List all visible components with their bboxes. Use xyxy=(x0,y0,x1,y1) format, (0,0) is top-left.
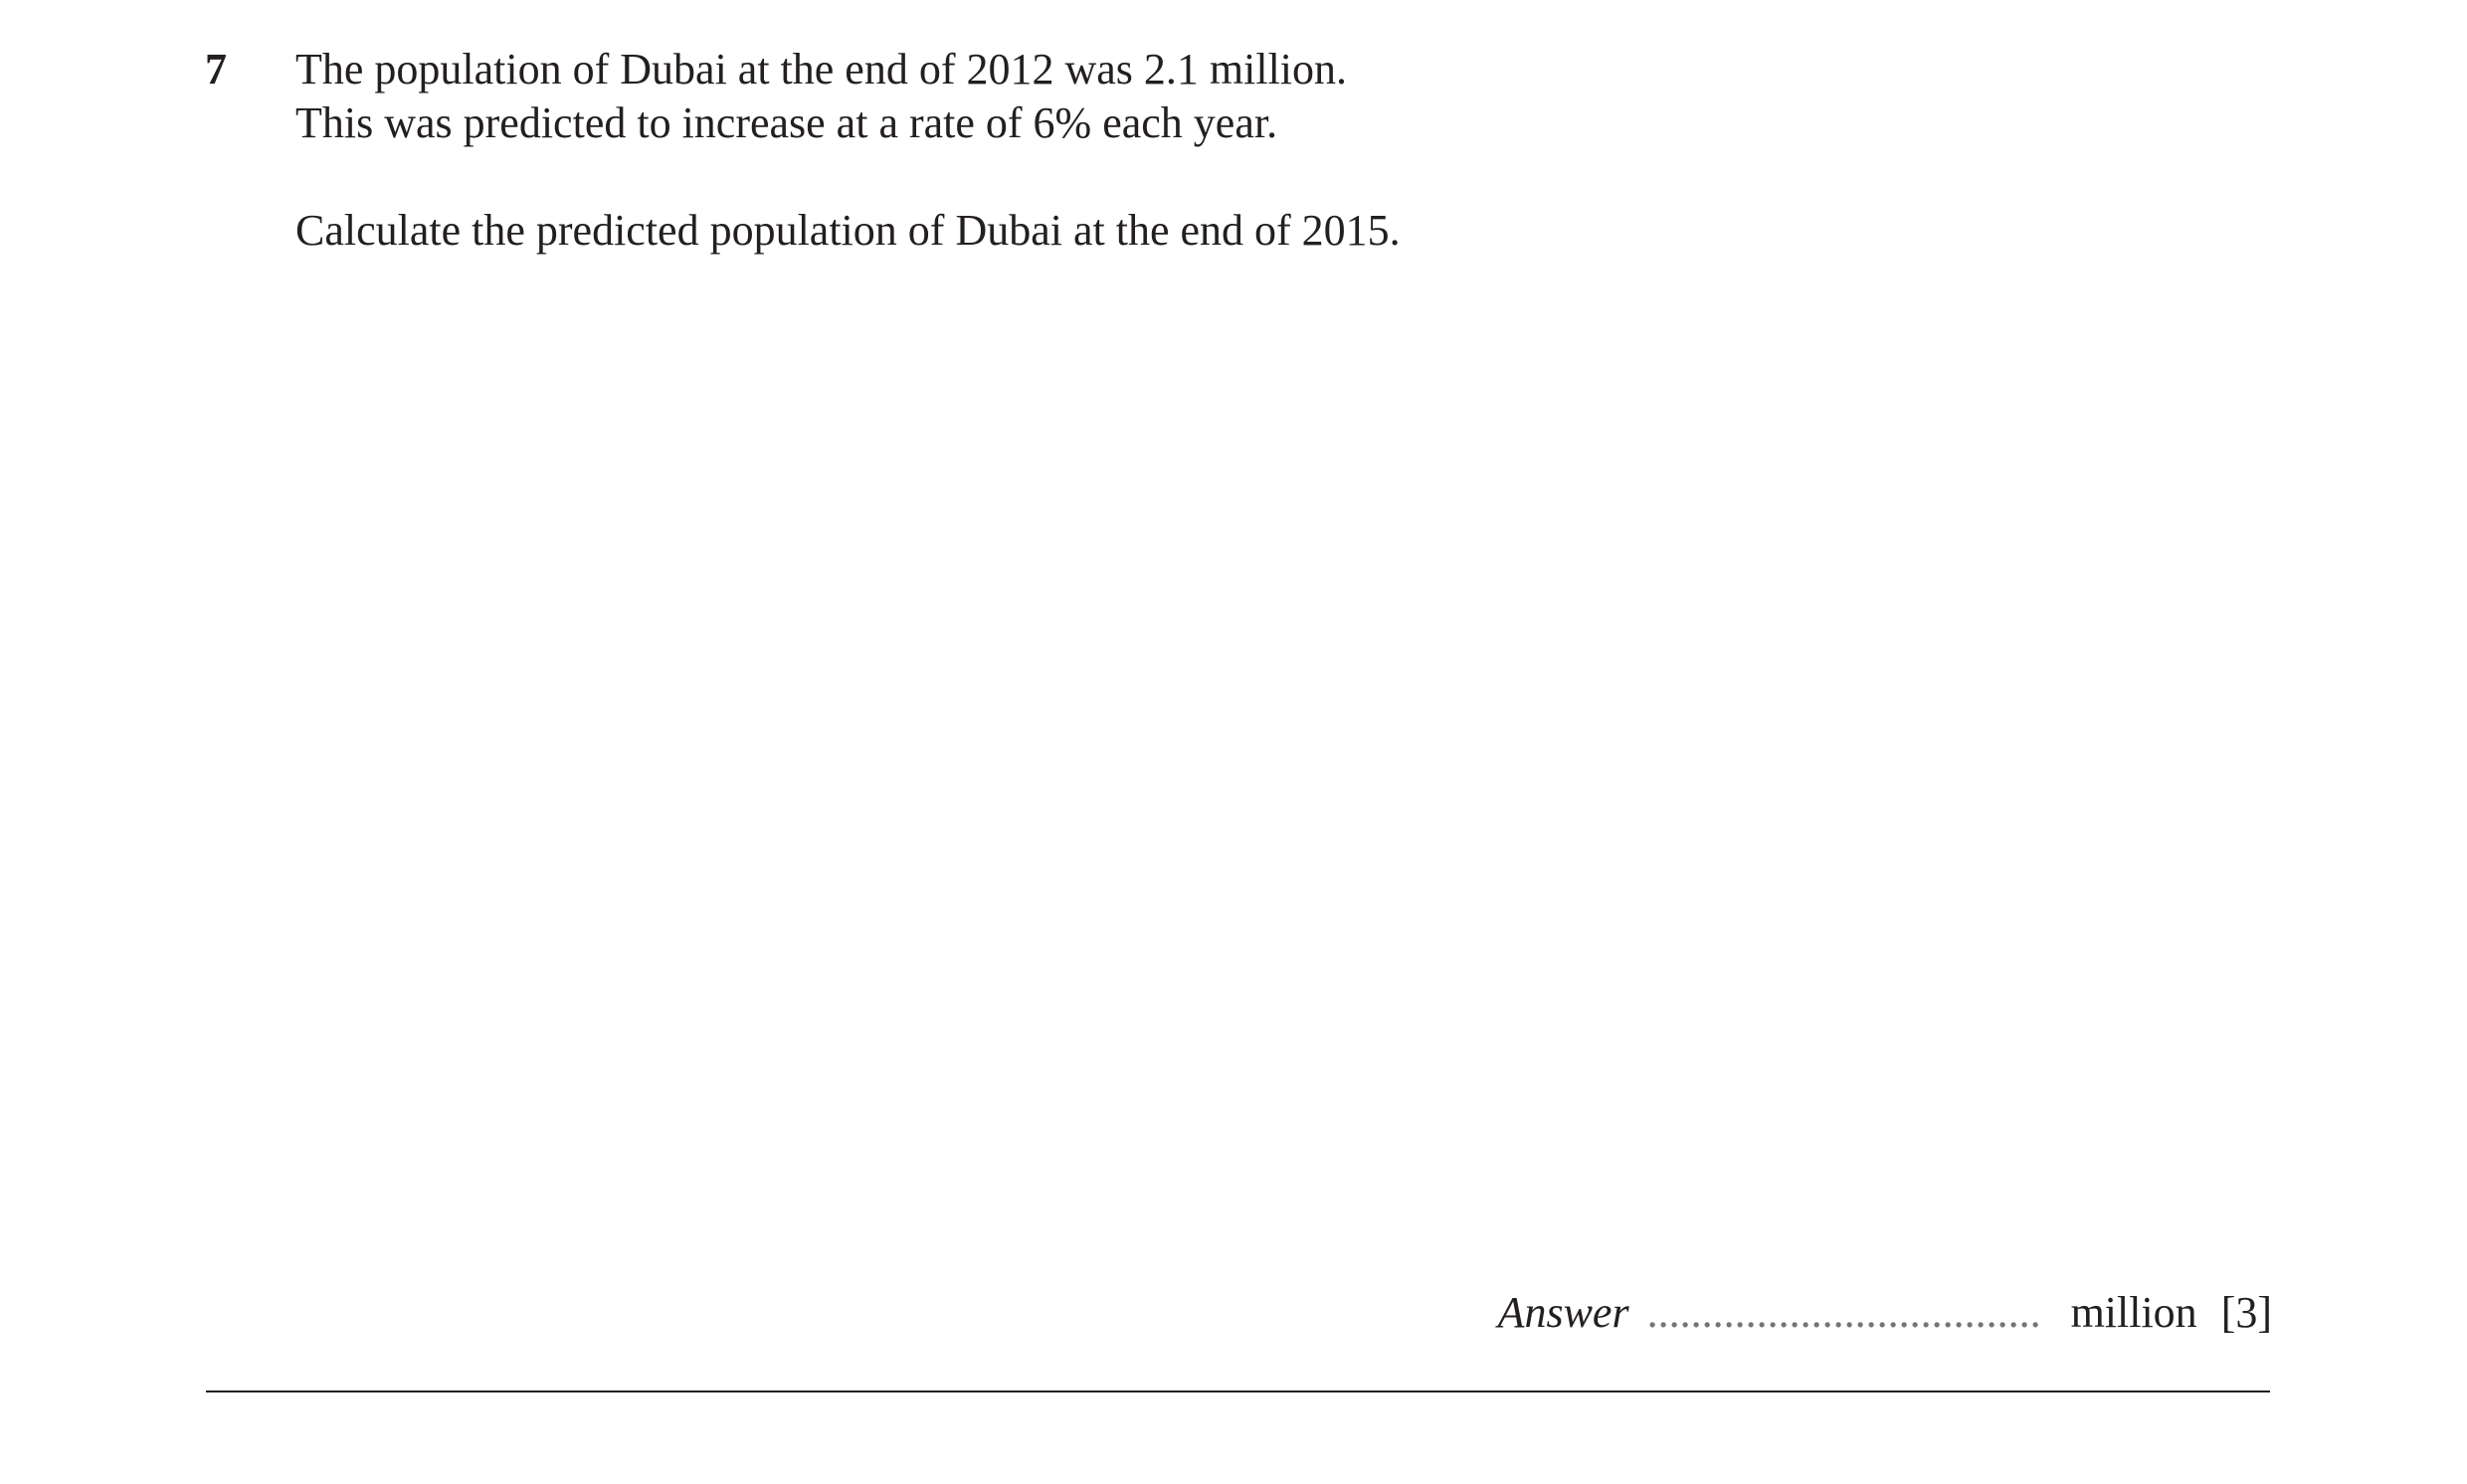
answer-input[interactable] xyxy=(1647,1287,2057,1338)
question-text-line-2: This was predicted to increase at a rate of 6% each year. xyxy=(295,98,1278,147)
question-number: 7 xyxy=(205,45,227,93)
answer-row xyxy=(1498,1285,2272,1341)
answer-label: Answer xyxy=(1497,1288,1629,1337)
question-text-line-1: The population of Dubai at the end of 2012 was 2.1 million. xyxy=(295,45,1348,93)
section-divider xyxy=(206,1391,2270,1392)
answer-unit: million xyxy=(2070,1288,2197,1337)
question-instruction: Calculate the predicted population of Dubai at the end of 2015. xyxy=(295,206,1401,255)
marks-label: [3] xyxy=(2220,1288,2272,1337)
